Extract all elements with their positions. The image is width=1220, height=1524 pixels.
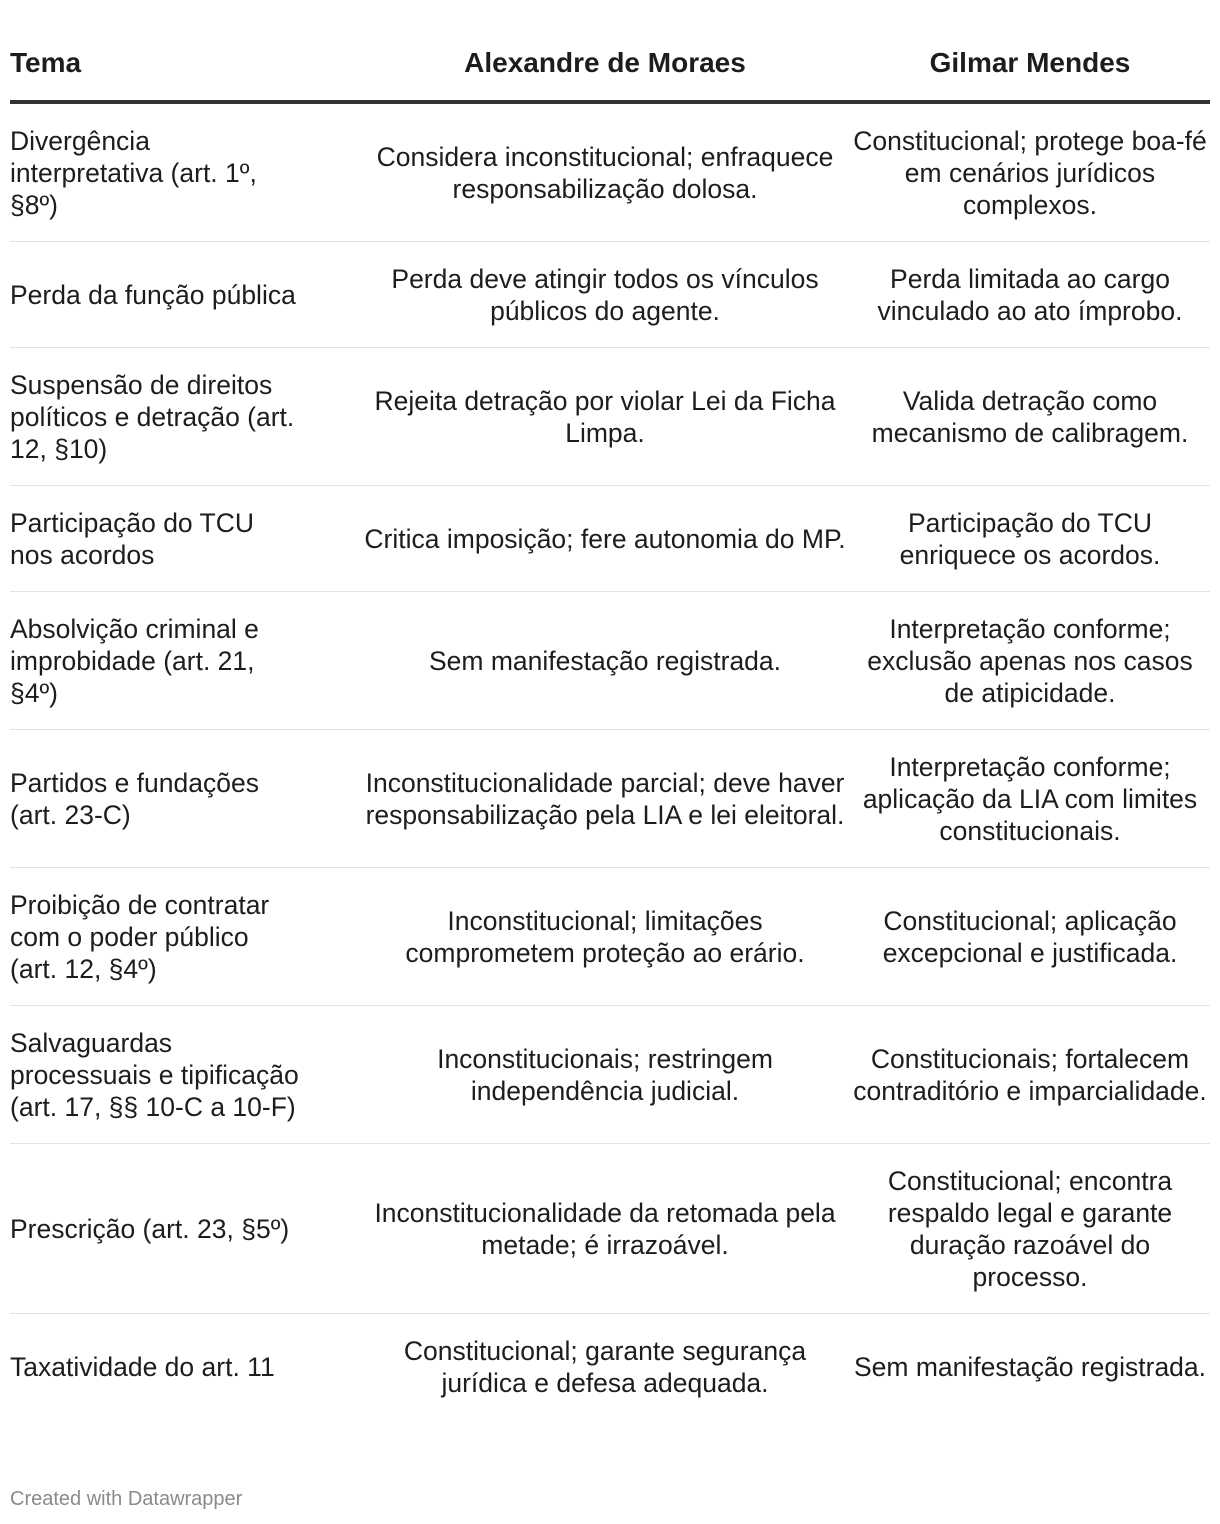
cell-tema: Absolvição criminal e improbidade (art. 21, §4º) — [10, 592, 320, 730]
datawrapper-credit: Created with Datawrapper — [10, 1488, 243, 1510]
table-header-row — [10, 40, 1210, 102]
table-row — [10, 348, 1210, 486]
cell-gilmar: Interpretação conforme; aplicação da LIA com limites constitucionais. — [850, 730, 1210, 868]
cell-tema: Perda da função pública — [10, 242, 320, 348]
table-row — [10, 486, 1210, 592]
cell-moraes: Considera inconstitucional; enfraquece responsabilização dolosa. — [320, 102, 850, 242]
cell-gilmar: Constitucional; protege boa-fé em cenários jurídicos complexos. — [850, 102, 1210, 242]
cell-gilmar: Perda limitada ao cargo vinculado ao ato ímprobo. — [850, 242, 1210, 348]
cell-tema: Divergência interpretativa (art. 1º, §8º) — [10, 102, 320, 242]
cell-gilmar: Interpretação conforme; exclusão apenas nos casos de atipicidade. — [850, 592, 1210, 730]
cell-gilmar: Constitucionais; fortalecem contraditório e imparcialidade. — [850, 1006, 1210, 1144]
table-row — [10, 1144, 1210, 1314]
cell-moraes: Inconstitucionais; restringem independência judicial. — [320, 1006, 850, 1144]
table-row — [10, 730, 1210, 868]
cell-moraes: Critica imposição; fere autonomia do MP. — [320, 486, 850, 592]
cell-moraes: Rejeita detração por violar Lei da Ficha Limpa. — [320, 348, 850, 486]
cell-tema: Salvaguardas processuais e tipificação (art. 17, §§ 10-C a 10-F) — [10, 1006, 320, 1144]
cell-moraes: Inconstitucionalidade parcial; deve haver responsabilização pela LIA e lei eleitoral. — [320, 730, 850, 868]
cell-moraes: Inconstitucional; limitações comprometem proteção ao erário. — [320, 868, 850, 1006]
cell-tema: Prescrição (art. 23, §5º) — [10, 1144, 320, 1314]
cell-moraes: Inconstitucionalidade da retomada pela metade; é irrazoável. — [320, 1144, 850, 1314]
column-header-gilmar: Gilmar Mendes — [850, 40, 1210, 102]
table-row — [10, 868, 1210, 1006]
table-row — [10, 102, 1210, 242]
table-row — [10, 592, 1210, 730]
cell-gilmar: Sem manifestação registrada. — [853, 1352, 1207, 1382]
cell-gilmar: Constitucional; encontra respaldo legal e garante duração razoável do processo. — [850, 1144, 1210, 1314]
cell-moraes: Perda deve atingir todos os vínculos públicos do agente. — [320, 242, 850, 348]
cell-gilmar: Participação do TCU enriquece os acordos. — [850, 486, 1210, 592]
cell-tema: Suspensão de direitos políticos e detração (art. 12, §10) — [10, 348, 320, 486]
table-row — [10, 1314, 1210, 1420]
column-header-tema: Tema — [10, 40, 320, 102]
cell-tema: Taxatividade do art. 11 — [10, 1352, 275, 1382]
table-row — [10, 242, 1210, 348]
cell-gilmar: Valida detração como mecanismo de calibragem. — [850, 348, 1210, 486]
cell-tema: Participação do TCU nos acordos — [10, 486, 320, 592]
table-container — [10, 0, 1210, 1419]
cell-gilmar: Constitucional; aplicação excepcional e justificada. — [850, 868, 1210, 1006]
cell-moraes: Sem manifestação registrada. — [320, 592, 850, 730]
cell-tema: Partidos e fundações (art. 23-C) — [10, 730, 320, 868]
column-header-moraes: Alexandre de Moraes — [320, 40, 850, 102]
cell-moraes: Constitucional; garante segurança jurídica e defesa adequada. — [403, 1336, 807, 1398]
table-row — [10, 1006, 1210, 1144]
cell-tema: Proibição de contratar com o poder público (art. 12, §4º) — [10, 868, 320, 1006]
comparison-table — [10, 40, 1210, 1419]
